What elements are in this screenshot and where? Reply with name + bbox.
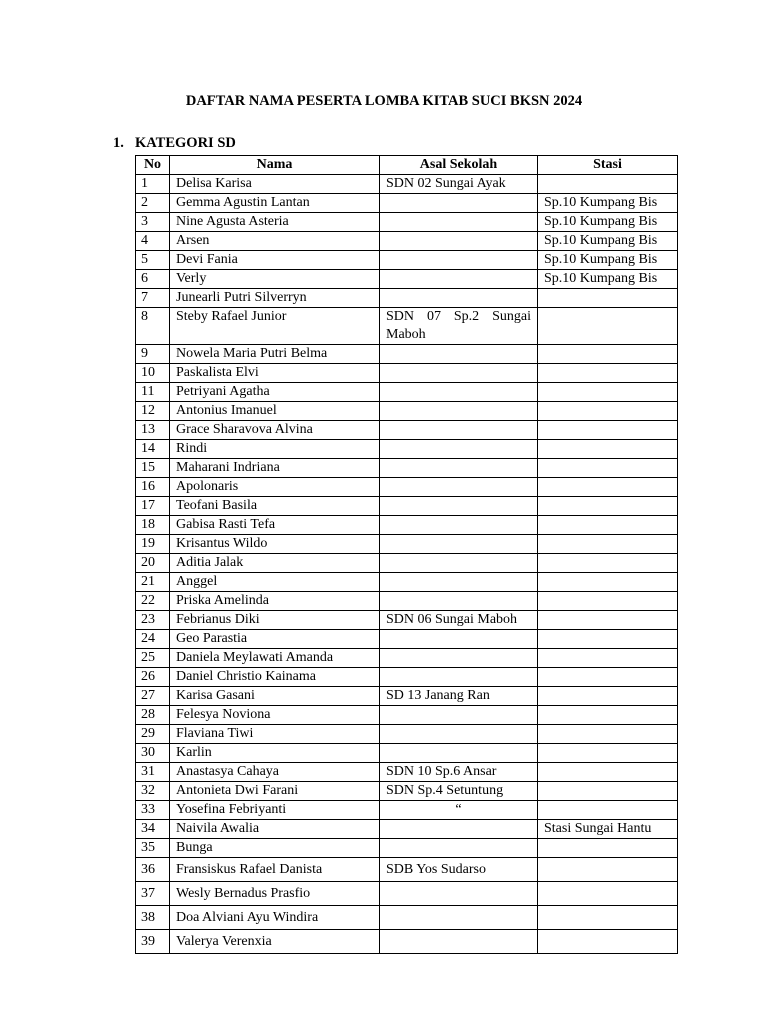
row-number: 28	[136, 706, 170, 725]
table-row	[136, 649, 678, 668]
participant-name: Doa Alviani Ayu Windira	[170, 906, 380, 930]
stasi-name	[538, 906, 678, 930]
table-row	[136, 213, 678, 232]
row-number: 17	[136, 497, 170, 516]
row-number: 24	[136, 630, 170, 649]
school-name: SDN 07 Sp.2 Sungai Maboh	[380, 308, 538, 345]
participant-name: Delisa Karisa	[170, 175, 380, 194]
school-name	[380, 554, 538, 573]
stasi-name: Sp.10 Kumpang Bis	[538, 232, 678, 251]
table-row	[136, 383, 678, 402]
participant-name: Krisantus Wildo	[170, 535, 380, 554]
stasi-name	[538, 175, 678, 194]
stasi-name: Sp.10 Kumpang Bis	[538, 194, 678, 213]
section-label: KATEGORI SD	[135, 135, 236, 151]
stasi-name	[538, 459, 678, 478]
stasi-name	[538, 744, 678, 763]
table-row	[136, 364, 678, 383]
row-number: 9	[136, 345, 170, 364]
stasi-name	[538, 535, 678, 554]
stasi-name	[538, 289, 678, 308]
stasi-name	[538, 592, 678, 611]
table-row	[136, 744, 678, 763]
participant-name: Felesya Noviona	[170, 706, 380, 725]
participant-name: Wesly Bernadus Prasfio	[170, 882, 380, 906]
participant-name: Flaviana Tiwi	[170, 725, 380, 744]
row-number: 16	[136, 478, 170, 497]
stasi-name	[538, 649, 678, 668]
table-row	[136, 611, 678, 630]
school-name	[380, 725, 538, 744]
row-number: 2	[136, 194, 170, 213]
school-name: SDN Sp.4 Setuntung	[380, 782, 538, 801]
row-number: 25	[136, 649, 170, 668]
stasi-name	[538, 383, 678, 402]
table-row	[136, 270, 678, 289]
school-name	[380, 649, 538, 668]
participant-name: Nine Agusta Asteria	[170, 213, 380, 232]
table-row	[136, 308, 678, 345]
table-row	[136, 801, 678, 820]
school-name	[380, 668, 538, 687]
school-name: “	[380, 801, 538, 820]
school-name	[380, 535, 538, 554]
table-row	[136, 175, 678, 194]
stasi-name	[538, 725, 678, 744]
stasi-name	[538, 801, 678, 820]
table-row	[136, 858, 678, 882]
participant-name: Maharani Indriana	[170, 459, 380, 478]
participant-name: Febrianus Diki	[170, 611, 380, 630]
row-number: 6	[136, 270, 170, 289]
row-number: 31	[136, 763, 170, 782]
school-name	[380, 882, 538, 906]
school-name	[380, 906, 538, 930]
participant-name: Nowela Maria Putri Belma	[170, 345, 380, 364]
participant-name: Priska Amelinda	[170, 592, 380, 611]
row-number: 14	[136, 440, 170, 459]
participant-name: Naivila Awalia	[170, 820, 380, 839]
row-number: 20	[136, 554, 170, 573]
row-number: 7	[136, 289, 170, 308]
participant-name: Fransiskus Rafael Danista	[170, 858, 380, 882]
table-row	[136, 402, 678, 421]
table-row	[136, 687, 678, 706]
stasi-name	[538, 930, 678, 954]
document-title: DAFTAR NAMA PESERTA LOMBA KITAB SUCI BKSN 2024	[185, 93, 583, 109]
row-number: 27	[136, 687, 170, 706]
row-number: 4	[136, 232, 170, 251]
participant-name: Paskalista Elvi	[170, 364, 380, 383]
row-number: 21	[136, 573, 170, 592]
table-row	[136, 906, 678, 930]
table-row	[136, 421, 678, 440]
participant-name: Steby Rafael Junior	[170, 308, 380, 345]
school-name	[380, 270, 538, 289]
school-name	[380, 232, 538, 251]
school-name	[380, 289, 538, 308]
school-name	[380, 213, 538, 232]
row-number: 26	[136, 668, 170, 687]
table-header-row	[136, 156, 678, 175]
table-row	[136, 763, 678, 782]
school-name	[380, 706, 538, 725]
row-number: 8	[136, 308, 170, 345]
table-row	[136, 782, 678, 801]
table-row	[136, 706, 678, 725]
stasi-name	[538, 308, 678, 345]
stasi-name: Sp.10 Kumpang Bis	[538, 270, 678, 289]
participant-name: Yosefina Febriyanti	[170, 801, 380, 820]
table-row	[136, 668, 678, 687]
school-name	[380, 345, 538, 364]
row-number: 22	[136, 592, 170, 611]
table-row	[136, 289, 678, 308]
stasi-name	[538, 364, 678, 383]
school-name	[380, 478, 538, 497]
school-name	[380, 744, 538, 763]
stasi-name	[538, 858, 678, 882]
stasi-name	[538, 478, 678, 497]
participant-name: Daniela Meylawati Amanda	[170, 649, 380, 668]
section-number: 1.	[113, 135, 124, 151]
school-name	[380, 592, 538, 611]
participant-name: Arsen	[170, 232, 380, 251]
participant-name: Antonieta Dwi Farani	[170, 782, 380, 801]
stasi-name	[538, 782, 678, 801]
participant-name: Gabisa Rasti Tefa	[170, 516, 380, 535]
participant-name: Grace Sharavova Alvina	[170, 421, 380, 440]
table-row	[136, 839, 678, 858]
table-row	[136, 535, 678, 554]
stasi-name	[538, 440, 678, 459]
row-number: 13	[136, 421, 170, 440]
stasi-name	[538, 402, 678, 421]
participant-name: Antonius Imanuel	[170, 402, 380, 421]
school-name: SDN 06 Sungai Maboh	[380, 611, 538, 630]
header-stasi: Stasi	[538, 156, 678, 175]
stasi-name	[538, 763, 678, 782]
school-name	[380, 630, 538, 649]
row-number: 38	[136, 906, 170, 930]
header-no: No	[136, 156, 170, 175]
participant-name: Apolonaris	[170, 478, 380, 497]
stasi-name	[538, 573, 678, 592]
row-number: 5	[136, 251, 170, 270]
stasi-name	[538, 554, 678, 573]
school-name	[380, 820, 538, 839]
participant-name: Devi Fania	[170, 251, 380, 270]
school-name	[380, 421, 538, 440]
row-number: 18	[136, 516, 170, 535]
table-row	[136, 725, 678, 744]
school-name: SDB Yos Sudarso	[380, 858, 538, 882]
table-row	[136, 251, 678, 270]
table-body	[136, 175, 678, 954]
table-row	[136, 516, 678, 535]
school-name	[380, 251, 538, 270]
table-row	[136, 930, 678, 954]
table-row	[136, 882, 678, 906]
participant-name: Valerya Verenxia	[170, 930, 380, 954]
stasi-name	[538, 706, 678, 725]
row-number: 10	[136, 364, 170, 383]
row-number: 3	[136, 213, 170, 232]
school-name	[380, 459, 538, 478]
table-row	[136, 345, 678, 364]
stasi-name	[538, 345, 678, 364]
section-heading	[113, 135, 236, 152]
row-number: 32	[136, 782, 170, 801]
table-row	[136, 194, 678, 213]
row-number: 23	[136, 611, 170, 630]
table-row	[136, 232, 678, 251]
participant-name: Daniel Christio Kainama	[170, 668, 380, 687]
row-number: 15	[136, 459, 170, 478]
table-row	[136, 554, 678, 573]
row-number: 11	[136, 383, 170, 402]
participant-name: Geo Parastia	[170, 630, 380, 649]
participant-name: Karlin	[170, 744, 380, 763]
table-row	[136, 573, 678, 592]
stasi-name	[538, 687, 678, 706]
participant-name: Petriyani Agatha	[170, 383, 380, 402]
table-row	[136, 592, 678, 611]
row-number: 35	[136, 839, 170, 858]
participants-table	[135, 155, 678, 954]
table-row	[136, 478, 678, 497]
participant-name: Anggel	[170, 573, 380, 592]
stasi-name: Stasi Sungai Hantu	[538, 820, 678, 839]
stasi-name	[538, 882, 678, 906]
row-number: 1	[136, 175, 170, 194]
table-row	[136, 630, 678, 649]
school-name	[380, 194, 538, 213]
participant-name: Bunga	[170, 839, 380, 858]
participant-name: Junearli Putri Silverryn	[170, 289, 380, 308]
participant-name: Anastasya Cahaya	[170, 763, 380, 782]
stasi-name: Sp.10 Kumpang Bis	[538, 251, 678, 270]
participant-name: Aditia Jalak	[170, 554, 380, 573]
stasi-name: Sp.10 Kumpang Bis	[538, 213, 678, 232]
stasi-name	[538, 668, 678, 687]
stasi-name	[538, 421, 678, 440]
row-number: 33	[136, 801, 170, 820]
school-name	[380, 497, 538, 516]
school-name	[380, 383, 538, 402]
table-row	[136, 440, 678, 459]
stasi-name	[538, 611, 678, 630]
participant-name: Gemma Agustin Lantan	[170, 194, 380, 213]
row-number: 12	[136, 402, 170, 421]
row-number: 29	[136, 725, 170, 744]
row-number: 37	[136, 882, 170, 906]
row-number: 19	[136, 535, 170, 554]
row-number: 36	[136, 858, 170, 882]
stasi-name	[538, 497, 678, 516]
school-name	[380, 402, 538, 421]
header-asal-sekolah: Asal Sekolah	[380, 156, 538, 175]
school-name: SDN 10 Sp.6 Ansar	[380, 763, 538, 782]
table-row	[136, 497, 678, 516]
table-row	[136, 820, 678, 839]
school-name	[380, 573, 538, 592]
header-nama: Nama	[170, 156, 380, 175]
stasi-name	[538, 630, 678, 649]
school-name	[380, 516, 538, 535]
participant-name: Teofani Basila	[170, 497, 380, 516]
school-name	[380, 930, 538, 954]
stasi-name	[538, 839, 678, 858]
row-number: 30	[136, 744, 170, 763]
participant-name: Rindi	[170, 440, 380, 459]
row-number: 39	[136, 930, 170, 954]
school-name: SD 13 Janang Ran	[380, 687, 538, 706]
school-name	[380, 440, 538, 459]
stasi-name	[538, 516, 678, 535]
participant-name: Verly	[170, 270, 380, 289]
school-name	[380, 364, 538, 383]
row-number: 34	[136, 820, 170, 839]
table-row	[136, 459, 678, 478]
participant-name: Karisa Gasani	[170, 687, 380, 706]
school-name	[380, 839, 538, 858]
school-name: SDN 02 Sungai Ayak	[380, 175, 538, 194]
